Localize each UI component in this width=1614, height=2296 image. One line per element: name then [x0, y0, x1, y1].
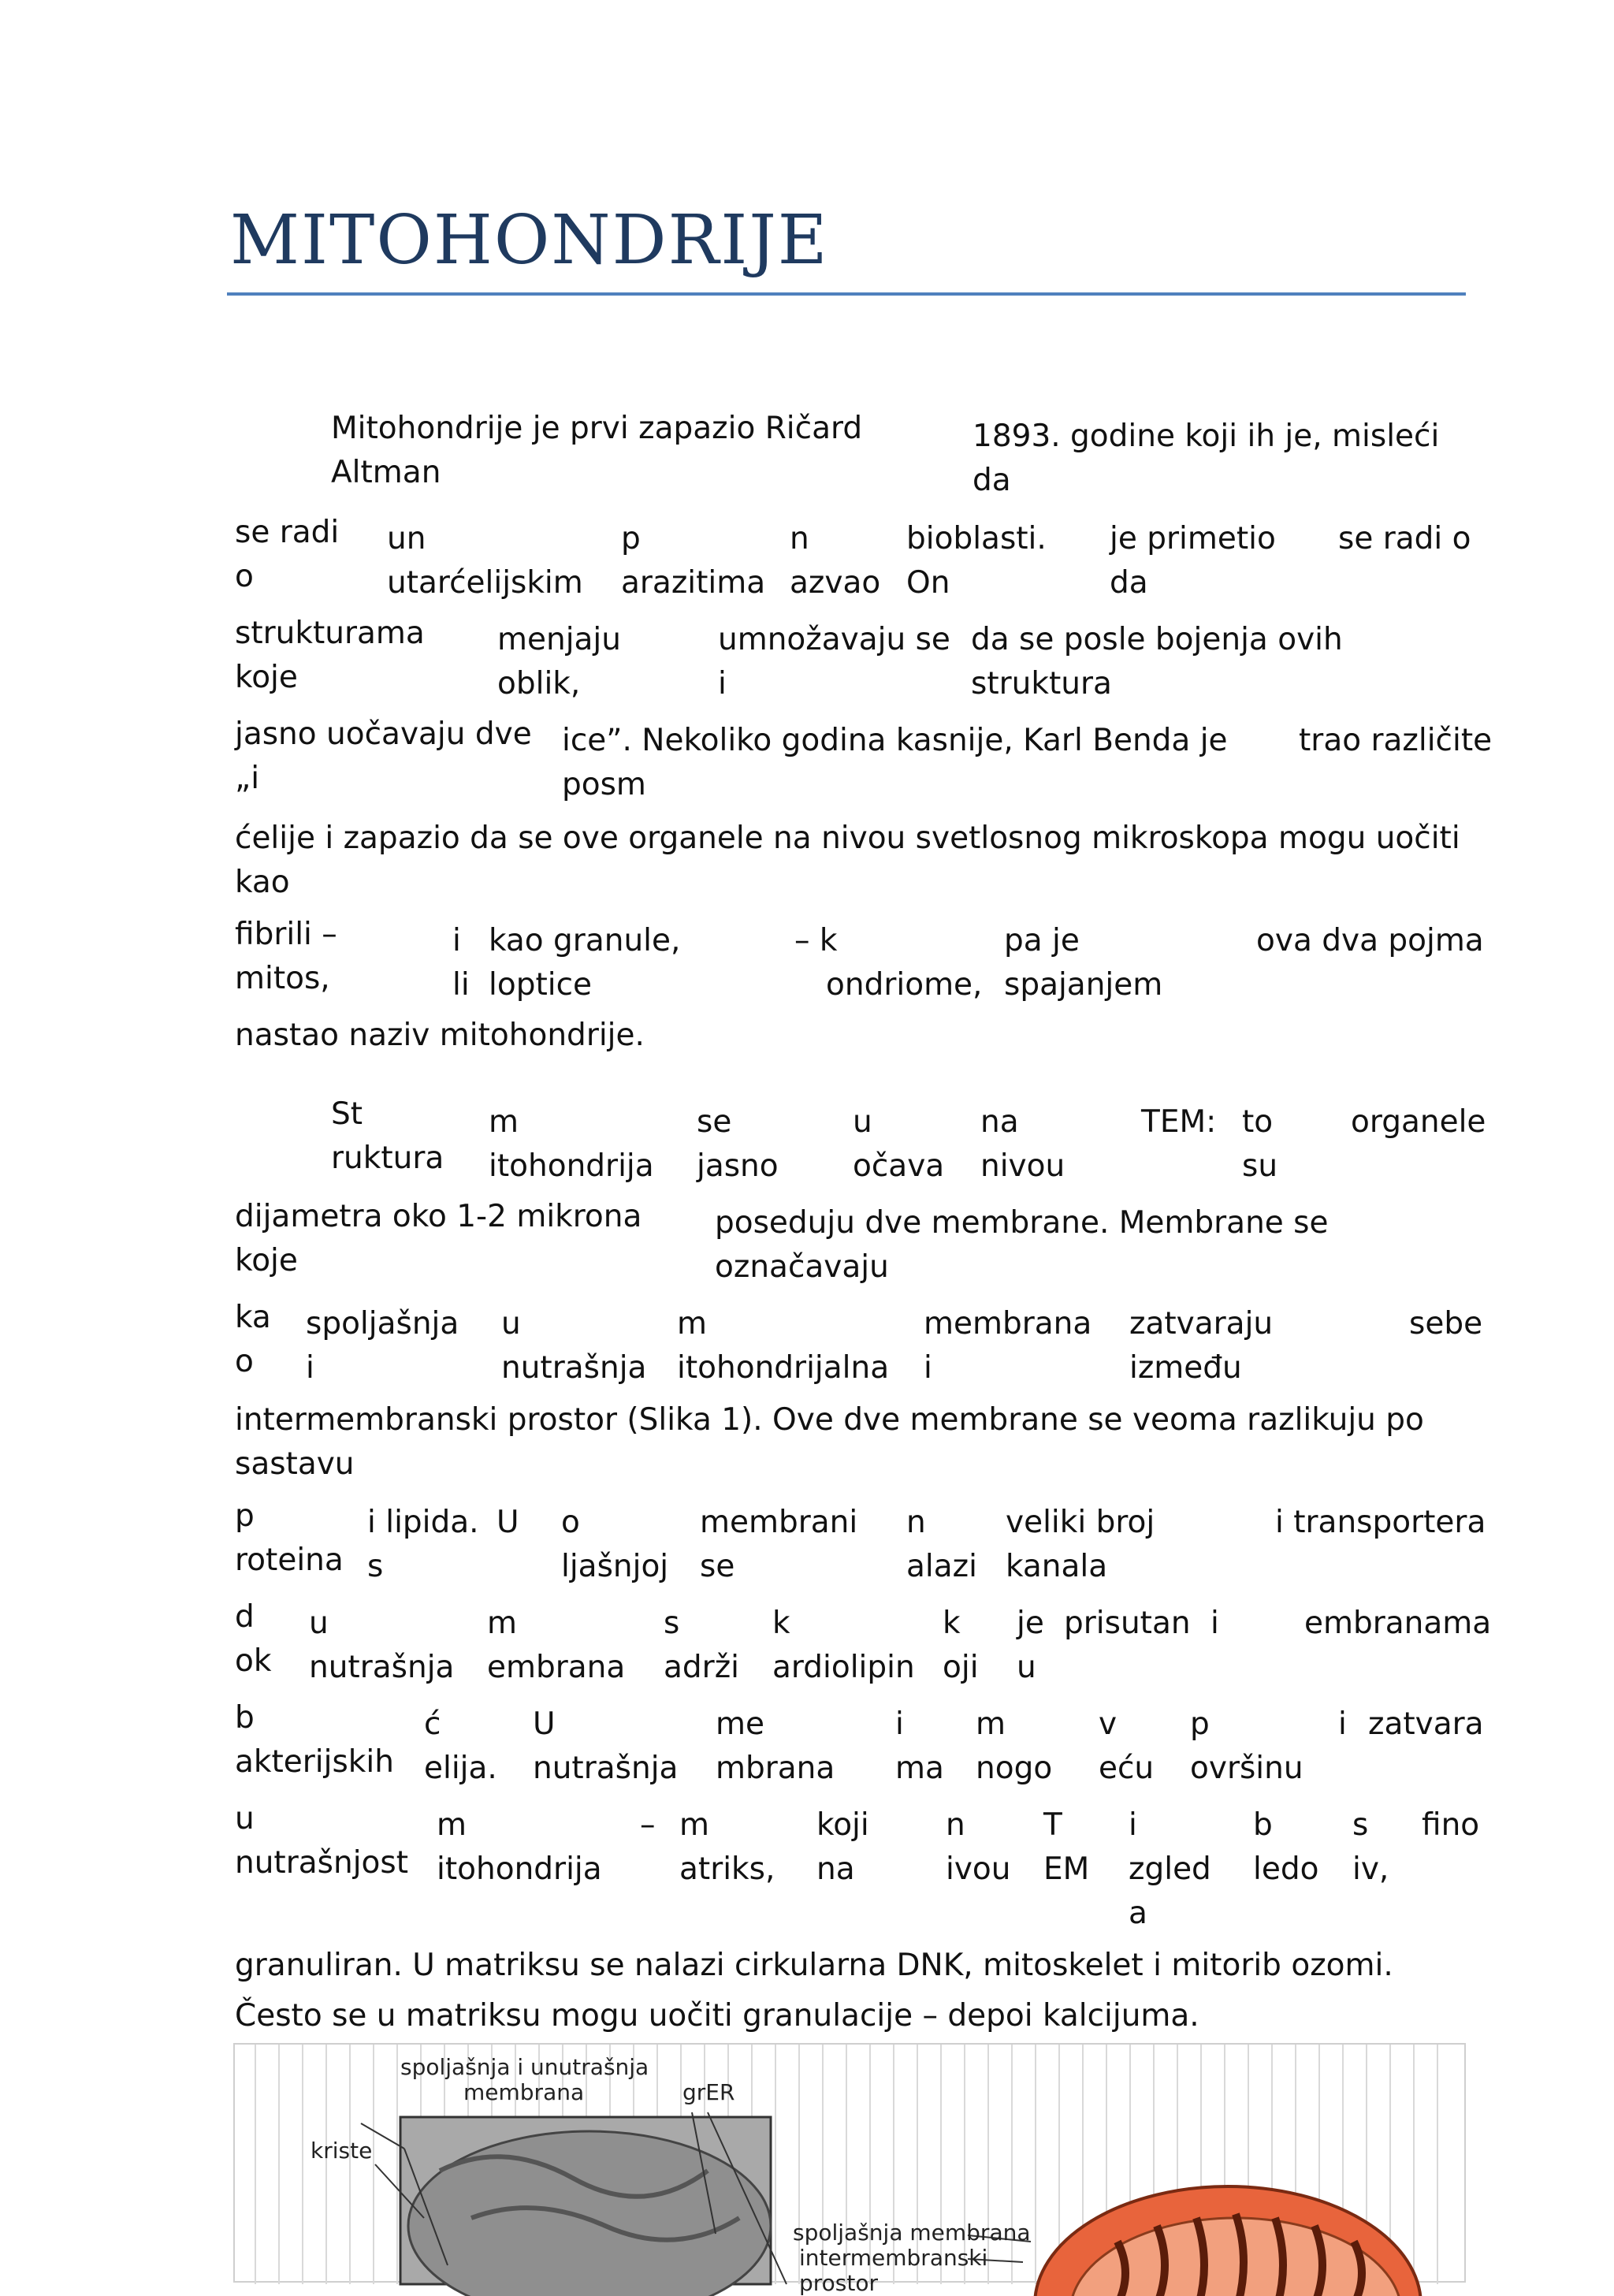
text-line: sebe — [1409, 1306, 1483, 1342]
text-line: se — [697, 1104, 732, 1140]
text-line: m — [677, 1306, 707, 1342]
text-line: koje — [235, 1243, 298, 1278]
text-line: koje — [235, 660, 298, 695]
text-line: struktura — [971, 666, 1112, 701]
text-line: atriks, — [679, 1851, 775, 1887]
text-line: s — [367, 1549, 384, 1584]
text-line: 1893. godine koji ih je, misleći — [972, 419, 1440, 454]
text-line: da — [1110, 565, 1148, 601]
text-line: zgled — [1129, 1851, 1211, 1887]
text-line: ice”. Nekoliko godina kasnije, Karl Benda je — [562, 723, 1228, 758]
label-grer: grER — [682, 2079, 735, 2105]
text-line: ljašnjoj — [561, 1549, 669, 1584]
text-line: kao granule, — [489, 923, 681, 958]
text-line: embrana — [487, 1650, 626, 1685]
text-line: me — [716, 1706, 764, 1742]
text-line: – k — [794, 923, 838, 958]
text-line: b — [235, 1700, 255, 1736]
text-line: posm — [562, 767, 646, 802]
text-line: ovršinu — [1190, 1751, 1303, 1786]
text-line: Često se u matriksu mogu uočiti granulacije – depoi kalcijuma. — [235, 1998, 1199, 2034]
text-line: intermembranski prostor (Slika 1). Ove dve membrane se veoma razlikuju po — [235, 1402, 1424, 1438]
text-line: utarćelijskim — [387, 565, 583, 601]
text-line: n — [946, 1807, 965, 1843]
text-line: v — [1099, 1706, 1118, 1742]
text-line: prisutan — [1064, 1606, 1191, 1641]
text-line: da — [972, 463, 1011, 498]
text-line: o — [235, 559, 254, 594]
text-line: n — [906, 1505, 926, 1540]
text-line: se radi — [235, 515, 340, 550]
text-line: ok — [235, 1643, 272, 1679]
text-line: itohondrija — [437, 1851, 602, 1887]
text-line: loptice — [489, 967, 593, 1003]
text-line: i — [1338, 1706, 1347, 1742]
text-line: li — [452, 967, 470, 1003]
text-line: oblik, — [497, 666, 581, 701]
text-line: i — [924, 1350, 932, 1386]
text-line: između — [1129, 1350, 1242, 1386]
text-line: označavaju — [715, 1249, 889, 1285]
text-line: St — [331, 1096, 363, 1132]
text-line: Mitohondrije je prvi zapazio Ričard — [331, 411, 863, 446]
text-line: EM — [1043, 1851, 1090, 1887]
text-line: membrana — [924, 1306, 1092, 1342]
text-line: na — [816, 1851, 855, 1887]
text-line: alazi — [906, 1549, 977, 1584]
text-line: nogo — [976, 1751, 1053, 1786]
text-line: u — [1017, 1650, 1036, 1685]
text-line: jasno uočavaju dve — [235, 716, 532, 752]
text-line: sastavu — [235, 1446, 355, 1482]
text-line: mitos, — [235, 961, 330, 996]
text-line: ledo — [1253, 1851, 1319, 1887]
text-line: nutrašnja — [309, 1650, 455, 1685]
label-outer-membrane: spoljašnja membrana — [793, 2220, 1031, 2246]
text-line: n — [790, 521, 809, 556]
text-line: umnožavaju se — [718, 622, 950, 657]
text-line: ondriome, — [826, 967, 983, 1003]
text-line: Altman — [331, 455, 441, 490]
text-line: T — [1043, 1807, 1062, 1843]
text-line: koji — [816, 1807, 869, 1843]
text-line: k — [772, 1606, 790, 1641]
text-line: je — [1017, 1606, 1044, 1641]
text-line: zatvara — [1368, 1706, 1484, 1742]
text-line: un — [387, 521, 426, 556]
text-line: na — [980, 1104, 1019, 1140]
label-kriste: kriste — [311, 2138, 373, 2164]
text-line: spajanjem — [1004, 967, 1163, 1003]
text-line: da se posle bojenja ovih — [971, 622, 1343, 657]
label-membranes-2: membrana — [463, 2079, 585, 2105]
text-line: o — [561, 1505, 580, 1540]
text-line: u — [853, 1104, 872, 1140]
text-line: su — [1242, 1148, 1278, 1184]
text-line: spoljašnja — [306, 1306, 459, 1342]
text-line: i lipida. — [367, 1505, 479, 1540]
text-line: U — [533, 1706, 556, 1742]
text-line: p — [621, 521, 641, 556]
text-line: o — [235, 1344, 254, 1379]
page-title: MITOHONDRIJE — [230, 201, 829, 280]
text-line: u — [501, 1306, 521, 1342]
text-line: ruktura — [331, 1141, 444, 1176]
text-line: iv, — [1352, 1851, 1389, 1887]
text-line: i — [718, 666, 727, 701]
text-line: nutrašnjost — [235, 1845, 409, 1881]
text-line: m — [976, 1706, 1006, 1742]
text-line: elija. — [424, 1751, 497, 1786]
text-line: p — [1190, 1706, 1210, 1742]
text-line: nutrašnja — [501, 1350, 647, 1386]
text-line: poseduju dve membrane. Membrane se — [715, 1205, 1329, 1241]
text-line: se — [700, 1549, 735, 1584]
text-line: roteina — [235, 1542, 344, 1578]
text-line: je primetio — [1110, 521, 1276, 556]
text-line: d — [235, 1599, 255, 1635]
text-line: veliki broj — [1006, 1505, 1155, 1540]
label-intermembrane: intermembranski — [799, 2245, 988, 2271]
text-line: i — [452, 923, 461, 958]
text-line: očava — [853, 1148, 945, 1184]
text-line: eću — [1099, 1751, 1155, 1786]
text-line: jasno — [697, 1148, 779, 1184]
text-line: oji — [943, 1650, 979, 1685]
text-line: p — [235, 1498, 255, 1534]
text-line: i — [1129, 1807, 1137, 1843]
text-line: ćelije i zapazio da se ove organele na nivou svetlosnog mikroskopa mogu uočiti — [235, 821, 1460, 856]
text-line: – — [640, 1807, 656, 1843]
text-line: dijametra oko 1-2 mikrona — [235, 1199, 642, 1234]
label-membranes: spoljašnja i unutrašnja — [400, 2054, 649, 2080]
text-line: organele — [1351, 1104, 1486, 1140]
text-line: TEM: — [1141, 1104, 1217, 1140]
text-line: embranama — [1304, 1606, 1492, 1641]
text-line: bioblasti. — [906, 521, 1047, 556]
text-line: akterijskih — [235, 1744, 394, 1780]
text-line: nutrašnja — [533, 1751, 679, 1786]
text-line: m — [487, 1606, 517, 1641]
text-line: s — [664, 1606, 680, 1641]
text-line: ardiolipin — [772, 1650, 915, 1685]
text-line: m — [489, 1104, 519, 1140]
text-line: arazitima — [621, 565, 766, 601]
text-line: s — [1352, 1807, 1369, 1843]
text-line: ć — [424, 1706, 441, 1742]
text-line: itohondrijalna — [677, 1350, 890, 1386]
text-line: m — [679, 1807, 709, 1843]
figure-mitochondria — [233, 2043, 1466, 2296]
text-line: ivou — [946, 1851, 1011, 1887]
text-line: b — [1253, 1807, 1273, 1843]
text-line: a — [1129, 1896, 1147, 1931]
text-line: se radi o — [1338, 521, 1471, 556]
text-line: i — [306, 1350, 314, 1386]
text-line: azvao — [790, 565, 881, 601]
text-line: pa je — [1004, 923, 1080, 958]
text-line: ka — [235, 1300, 271, 1335]
text-line: i — [895, 1706, 904, 1742]
text-line: „i — [235, 761, 260, 796]
text-line: membrani — [700, 1505, 858, 1540]
text-line: ma — [895, 1751, 944, 1786]
text-line: u — [235, 1801, 255, 1836]
text-line: k — [943, 1606, 961, 1641]
text-line: trao različite — [1299, 723, 1493, 758]
text-line: to — [1242, 1104, 1274, 1140]
title-underline — [227, 292, 1466, 296]
text-line: granuliran. U matriksu se nalazi cirkularna DNK, mitoskelet i mitorib ozomi. — [235, 1948, 1393, 1983]
text-line: zatvaraju — [1129, 1306, 1274, 1342]
text-line: menjaju — [497, 622, 621, 657]
text-line: adrži — [664, 1650, 739, 1685]
text-line: mbrana — [716, 1751, 835, 1786]
label-prostor: prostor — [799, 2270, 879, 2296]
text-line: m — [437, 1807, 467, 1843]
text-line: fibrili – — [235, 917, 337, 952]
text-line: nastao naziv mitohondrije. — [235, 1018, 645, 1053]
text-line: i — [1210, 1606, 1219, 1641]
text-line: fino — [1422, 1807, 1480, 1843]
text-line: nivou — [980, 1148, 1065, 1184]
text-line: u — [309, 1606, 329, 1641]
text-line: strukturama — [235, 616, 425, 651]
text-line: kao — [235, 865, 290, 900]
text-line: On — [906, 565, 950, 601]
text-line: itohondrija — [489, 1148, 654, 1184]
text-line: ova dva pojma — [1256, 923, 1484, 958]
text-line: kanala — [1006, 1549, 1108, 1584]
text-line: U — [496, 1505, 519, 1540]
text-line: i transportera — [1275, 1505, 1486, 1540]
